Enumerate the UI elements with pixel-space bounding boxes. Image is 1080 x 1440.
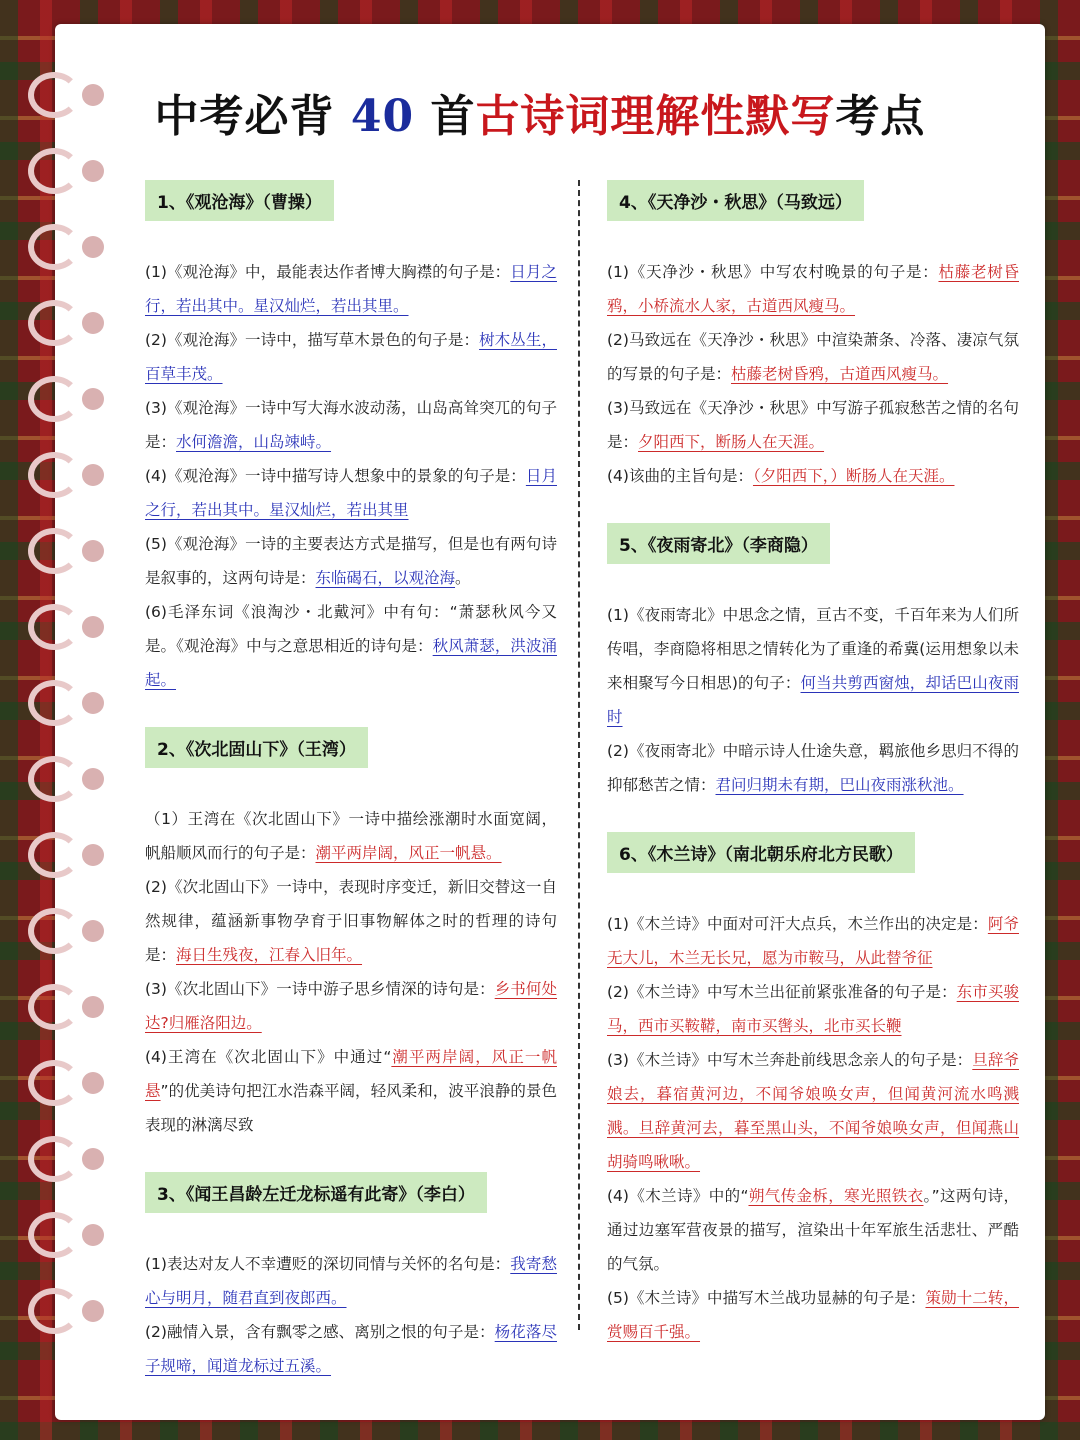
ring-hole-icon xyxy=(82,1224,104,1246)
answer-text: 杨花落尽子规啼，闻道龙标过五溪。 xyxy=(145,1323,557,1375)
question-text: (3)《次北固山下》一诗中游子思乡情深的诗句是： xyxy=(145,980,495,998)
answer-text: 海日生残夜，江春入旧年。 xyxy=(176,946,363,964)
question-text: (5)《木兰诗》中描写木兰战功显赫的句子是： xyxy=(607,1289,926,1307)
question-item xyxy=(607,255,1019,323)
ring-hole-icon xyxy=(82,312,104,334)
question-text: (4)《观沧海》一诗中描写诗人想象中的景象的句子是： xyxy=(145,467,526,485)
ring-hole-icon xyxy=(82,1300,104,1322)
answer-text: 秋风萧瑟，洪波涌起。 xyxy=(145,637,557,689)
question-item xyxy=(607,734,1019,802)
ring-icon xyxy=(28,1212,80,1258)
question-item xyxy=(145,1247,557,1315)
answer-text: 潮平两岸阔，风正一帆悬。 xyxy=(315,844,502,862)
left-column xyxy=(145,180,557,1413)
question-tail: 。”这两句诗，通过边塞军营夜景的描写，渲染出十年军旅生活悲壮、严酷的气氛。 xyxy=(607,1187,1019,1273)
ring-hole-icon xyxy=(82,540,104,562)
question-item xyxy=(145,323,557,391)
question-text: (6)毛泽东词《浪淘沙・北戴河》中有句：“萧瑟秋风今又是。《观沧海》中与之意思相近的诗句是： xyxy=(145,603,557,655)
question-text: (2)马致远在《天净沙・秋思》中渲染萧条、冷落、凄凉气氛的写景的句子是： xyxy=(607,331,1019,383)
answer-text: 日月之行，若出其中。星汉灿烂，若出其里。 xyxy=(145,263,557,315)
answer-text: 东临碣石，以观沧海 xyxy=(315,569,456,587)
question-text: (2)融情入景，含有飘零之感、离别之恨的句子是： xyxy=(145,1323,495,1341)
question-item xyxy=(145,527,557,595)
ring-icon xyxy=(28,300,80,346)
answer-text: 日月之行，若出其中。星汉灿烂，若出其里 xyxy=(145,467,557,519)
section-wenwangchangling xyxy=(145,1172,557,1383)
question-text: (5)《观沧海》一诗的主要表达方式是描写，但是也有两句诗是叙事的，这两句诗是： xyxy=(145,535,557,587)
question-text: (1)《天净沙・秋思》中写农村晚景的句子是： xyxy=(607,263,939,281)
question-text: (4)该曲的主旨句是： xyxy=(607,467,753,485)
section-yeyujibei xyxy=(607,523,1019,802)
ring-icon xyxy=(28,452,80,498)
ring-icon xyxy=(28,832,80,878)
ring-hole-icon xyxy=(82,388,104,410)
ring-icon xyxy=(28,680,80,726)
question-item xyxy=(145,1315,557,1383)
title-number: 40 xyxy=(350,91,415,142)
ring-icon xyxy=(28,1288,80,1334)
page-title xyxy=(0,80,1080,144)
question-text: (3)《木兰诗》中写木兰奔赴前线思念亲人的句子是： xyxy=(607,1051,973,1069)
question-item xyxy=(607,459,1019,493)
question-text: (2)《木兰诗》中写木兰出征前紧张准备的句子是： xyxy=(607,983,957,1001)
question-item xyxy=(145,391,557,459)
ring-icon xyxy=(28,224,80,270)
answer-text: 水何澹澹，山岛竦峙。 xyxy=(176,433,332,451)
question-item xyxy=(145,870,557,972)
answer-text: 朔气传金柝，寒光照铁衣 xyxy=(748,1187,924,1205)
ring-hole-icon xyxy=(82,236,104,258)
section-heading: 4、《天净沙・秋思》（马致远） xyxy=(607,180,864,221)
answer-text: 我寄愁心与明月，随君直到夜郎西。 xyxy=(145,1255,557,1307)
ring-icon xyxy=(28,756,80,802)
question-text: (3)马致远在《天净沙・秋思》中写游子孤寂愁苦之情的名句是： xyxy=(607,399,1019,451)
ring-hole-icon xyxy=(82,996,104,1018)
ring-hole-icon xyxy=(82,844,104,866)
question-item xyxy=(145,802,557,870)
question-item xyxy=(145,1040,557,1142)
ring-hole-icon xyxy=(82,1148,104,1170)
question-text: （1）王湾在《次北固山下》一诗中描绘涨潮时水面宽阔，帆船顺风而行的句子是： xyxy=(145,810,557,862)
question-item xyxy=(145,255,557,323)
question-item xyxy=(145,972,557,1040)
question-item xyxy=(607,907,1019,975)
answer-text: 旦辞爷娘去，暮宿黄河边，不闻爷娘唤女声，但闻黄河流水鸣溅溅。旦辞黄河去，暮至黑山头，不闻爷娘唤女声，但闻燕山胡骑鸣啾啾。 xyxy=(607,1051,1019,1171)
question-tail: 。 xyxy=(455,569,471,587)
section-heading: 3、《闻王昌龄左迁龙标遥有此寄》（李白） xyxy=(145,1172,487,1213)
section-cibeigushanxia xyxy=(145,727,557,1142)
question-item xyxy=(607,391,1019,459)
title-part4: 考点 xyxy=(835,91,926,142)
answer-text: 东市买骏马，西市买鞍鞯，南市买辔头，北市买长鞭 xyxy=(607,983,1019,1035)
ring-hole-icon xyxy=(82,692,104,714)
ring-icon xyxy=(28,908,80,954)
question-tail: ”的优美诗句把江水浩森平阔，轻风柔和，波平浪静的景色表现的淋漓尽致 xyxy=(145,1082,557,1134)
question-item xyxy=(607,323,1019,391)
ring-hole-icon xyxy=(82,1072,104,1094)
ring-hole-icon xyxy=(82,160,104,182)
question-item xyxy=(607,1179,1019,1281)
answer-text: 夕阳西下，断肠人在天涯。 xyxy=(638,433,825,451)
answer-text: 乡书何处达?归雁洛阳边。 xyxy=(145,980,557,1032)
answer-text: 枯藤老树昏鸦，古道西风瘦马。 xyxy=(731,365,949,383)
question-item xyxy=(607,1281,1019,1349)
ring-icon xyxy=(28,148,80,194)
ring-hole-icon xyxy=(82,616,104,638)
question-text: (2)《夜雨寄北》中暗示诗人仕途失意，羁旅他乡思归不得的抑郁愁苦之情： xyxy=(607,742,1019,794)
ring-hole-icon xyxy=(82,768,104,790)
question-text: (4)《木兰诗》中的“ xyxy=(607,1187,749,1205)
answer-text: 君问归期未有期，巴山夜雨涨秋池。 xyxy=(715,776,964,794)
question-text: (1)《木兰诗》中面对可汗大点兵，木兰作出的决定是： xyxy=(607,915,988,933)
answer-text: 何当共剪西窗烛，却话巴山夜雨时 xyxy=(607,674,1019,726)
question-text: (1)《夜雨寄北》中思念之情，亘古不变，千百年来为人们所传唱，李商隐将相思之情转化为了重逢的希冀(运用想象以未来相聚写今日相思)的句子： xyxy=(607,606,1019,692)
ring-hole-icon xyxy=(82,920,104,942)
section-tianjingsha xyxy=(607,180,1019,493)
ring-icon xyxy=(28,1060,80,1106)
section-mulanshi xyxy=(607,832,1019,1349)
ring-icon xyxy=(28,528,80,574)
question-text: (1)《观沧海》中，最能表达作者博大胸襟的句子是： xyxy=(145,263,511,281)
question-text: (2)《次北固山下》一诗中，表现时序变迁，新旧交替这一自然规律，蕴涵新事物孕育于旧事物解体之时的哲理的诗句是： xyxy=(145,878,557,964)
question-text: (2)《观沧海》一诗中，描写草木景色的句子是： xyxy=(145,331,480,349)
ring-icon xyxy=(28,984,80,1030)
section-heading: 6、《木兰诗》（南北朝乐府北方民歌） xyxy=(607,832,915,873)
answer-text: 阿爷无大儿，木兰无长兄，愿为市鞍马，从此替爷征 xyxy=(607,915,1019,967)
title-highlight: 古诗词理解性默写 xyxy=(475,91,836,142)
answer-text: 树木丛生，百草丰茂。 xyxy=(145,331,557,383)
section-heading: 2、《次北固山下》（王湾） xyxy=(145,727,368,768)
answer-text: （夕阳西下，）断肠人在天涯。 xyxy=(752,467,955,485)
question-item xyxy=(607,598,1019,734)
section-heading: 1、《观沧海》（曹操） xyxy=(145,180,334,221)
title-part2: 首 xyxy=(430,91,476,142)
right-column xyxy=(607,180,1019,1379)
question-text: (1)表达对友人不幸遭贬的深切同情与关怀的名句是： xyxy=(145,1255,511,1273)
column-divider xyxy=(578,180,580,1330)
question-text: (3)《观沧海》一诗中写大海水波动荡，山岛高耸突兀的句子是： xyxy=(145,399,557,451)
section-heading: 5、《夜雨寄北》（李商隐） xyxy=(607,523,830,564)
ring-hole-icon xyxy=(82,464,104,486)
section-guancanghai xyxy=(145,180,557,697)
question-item xyxy=(145,595,557,697)
answer-text: 枯藤老树昏鸦，小桥流水人家，古道西风瘦马。 xyxy=(607,263,1019,315)
answer-text: 策勋十二转，赏赐百千强。 xyxy=(607,1289,1019,1341)
question-text: (4)王湾在《次北固山下》中通过“ xyxy=(145,1048,392,1066)
question-item xyxy=(607,1043,1019,1179)
ring-icon xyxy=(28,376,80,422)
title-part1: 中考必背 xyxy=(154,91,335,142)
ring-icon xyxy=(28,604,80,650)
question-item xyxy=(607,975,1019,1043)
answer-text: 潮平两岸阔，风正一帆悬 xyxy=(145,1048,557,1100)
question-item xyxy=(145,459,557,527)
ring-icon xyxy=(28,1136,80,1182)
